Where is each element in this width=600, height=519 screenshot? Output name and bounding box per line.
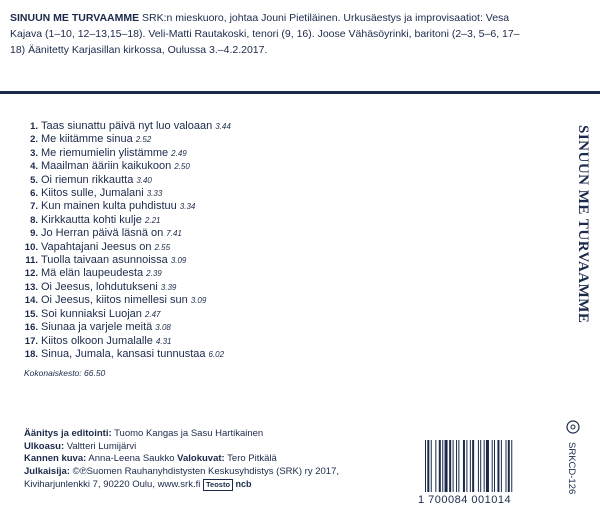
track-title: Kirkkautta kohti kulje	[41, 213, 142, 226]
track-number: 7.	[30, 201, 38, 213]
credit-publisher: Julkaisija: ©℗Suomen Rauhanyhdistysten Keskusyhdistys (SRK) ry 2017,	[24, 465, 339, 477]
track-title: Maailman ääriin kaikukoon	[41, 160, 172, 173]
track-row	[24, 267, 324, 280]
track-number: 1.	[30, 121, 38, 132]
track-row	[24, 147, 324, 160]
track-title: Sinua, Jumala, kansasi tunnustaa	[41, 347, 206, 360]
track-title: Kun mainen kulta puhdistuu	[41, 200, 177, 213]
track-title: Me kiitämme sinua	[41, 133, 133, 146]
catalog-code: SRKCD-126	[566, 442, 577, 495]
disc-icon	[566, 420, 580, 434]
track-duration: 3.33	[146, 189, 163, 199]
track-number: 5.	[30, 174, 38, 186]
track-row	[24, 254, 324, 267]
track-row	[24, 214, 324, 227]
track-duration: 7.41	[166, 229, 182, 239]
teosto-logo: Teosto	[203, 479, 233, 491]
track-duration: 4.31	[155, 336, 172, 346]
track-number: 10.	[24, 241, 38, 253]
track-duration: 2.52	[135, 135, 152, 145]
track-duration: 2.21	[144, 215, 161, 225]
ncb-logo: ncb	[233, 479, 252, 490]
track-duration: 3.44	[215, 122, 231, 131]
track-title: Me riemumielin ylistämme	[41, 146, 169, 159]
track-title: Tuolla taivaan asunnoissa	[41, 254, 168, 267]
track-number: 2.	[30, 134, 38, 146]
track-duration: 3.39	[160, 282, 177, 292]
track-duration: 3.34	[179, 202, 196, 212]
production-credits	[24, 428, 384, 492]
track-number: 18.	[24, 348, 38, 360]
divider-rule	[0, 91, 600, 94]
track-row	[24, 120, 324, 133]
track-title: Kiitos sulle, Jumalani	[41, 187, 144, 200]
track-row	[24, 335, 324, 348]
credit-cover: Kannen kuva: Anna-Leena Saukko Valokuvat: Tero Pitkälä	[24, 453, 277, 465]
spine-title: SINUUN ME TURVAAMME	[575, 125, 591, 324]
track-title: Mä elän laupeudesta	[41, 267, 144, 280]
track-row	[24, 187, 324, 200]
track-duration: 2.50	[174, 162, 190, 172]
track-duration: 3.09	[190, 296, 207, 306]
track-title: Jo Herran päivä läsnä on	[41, 227, 164, 240]
track-row	[24, 281, 324, 294]
barcode-digits: 1 700084 001014	[418, 494, 512, 506]
track-duration: 3.08	[155, 323, 171, 333]
track-number: 12.	[24, 268, 38, 280]
track-row	[24, 200, 324, 213]
track-duration: 3.40	[136, 175, 152, 185]
track-row	[24, 174, 324, 187]
track-number: 14.	[24, 295, 38, 307]
track-duration: 2.47	[144, 309, 161, 319]
track-number: 3.	[30, 147, 38, 159]
track-number: 4.	[30, 161, 38, 173]
album-title-inline: SINUUN ME TURVAAMME	[10, 12, 140, 24]
track-title: Oi Jeesus, kiitos nimellesi sun	[41, 294, 188, 307]
track-row	[24, 227, 324, 240]
barcode	[425, 440, 542, 492]
track-row	[24, 348, 324, 361]
track-row	[24, 241, 324, 254]
track-number: 9.	[30, 228, 38, 240]
track-row	[24, 321, 324, 334]
track-duration: 6.02	[208, 349, 225, 359]
track-title: Kiitos olkoon Jumalalle	[41, 334, 153, 347]
track-number: 13.	[24, 281, 38, 293]
track-duration: 2.39	[146, 269, 162, 279]
track-title: Oi riemun rikkautta	[41, 173, 134, 186]
album-description-text: SRK:n mieskuoro, johtaa Jouni Pietiläinen. Urkusäestys ja improvisaatiot: Vesa Kajava (1–10, 12–13,15–18). Veli-Matti Rautakoski, tenori (9, 16). Joose Vähäsöyrinki, baritoni (2–3, 5–6, 17–18) Äänitetty Karjasillan kirkossa, Oulussa 3.–4.2.2017.	[10, 12, 520, 56]
credit-recording: Äänitys ja editointi: Tuomo Kangas ja Sasu Hartikainen	[24, 428, 264, 439]
track-number: 17.	[24, 335, 38, 347]
track-title: Siunaa ja varjele meitä	[41, 321, 153, 334]
track-title: Taas siunattu päivä nyt luo valoaan	[41, 120, 213, 132]
track-number: 6.	[30, 188, 38, 200]
track-number: 15.	[24, 308, 38, 320]
track-list	[24, 120, 324, 361]
track-number: 8.	[30, 214, 38, 226]
track-row	[24, 294, 324, 307]
total-duration: Kokonaiskesto: 66.50	[24, 368, 106, 378]
track-row	[24, 133, 324, 146]
track-title: Vapahtajani Jeesus on	[41, 240, 152, 253]
track-title: Soi kunniaksi Luojan	[41, 307, 142, 320]
album-description	[10, 10, 530, 58]
track-duration: 3.09	[170, 256, 187, 266]
track-number: 16.	[24, 322, 38, 334]
track-duration: 2.49	[171, 148, 187, 158]
track-number: 11.	[25, 255, 38, 267]
track-row	[24, 308, 324, 321]
credit-address: Kiviharjunlenkki 7, 90220 Oulu, www.srk.fi Teosto ncb	[24, 479, 252, 491]
credit-layout: Ulkoasu: Valtteri Lumijärvi	[24, 440, 137, 452]
track-title: Oi Jeesus, lohdutukseni	[41, 280, 158, 293]
track-duration: 2.55	[154, 242, 171, 252]
track-row	[24, 160, 324, 173]
